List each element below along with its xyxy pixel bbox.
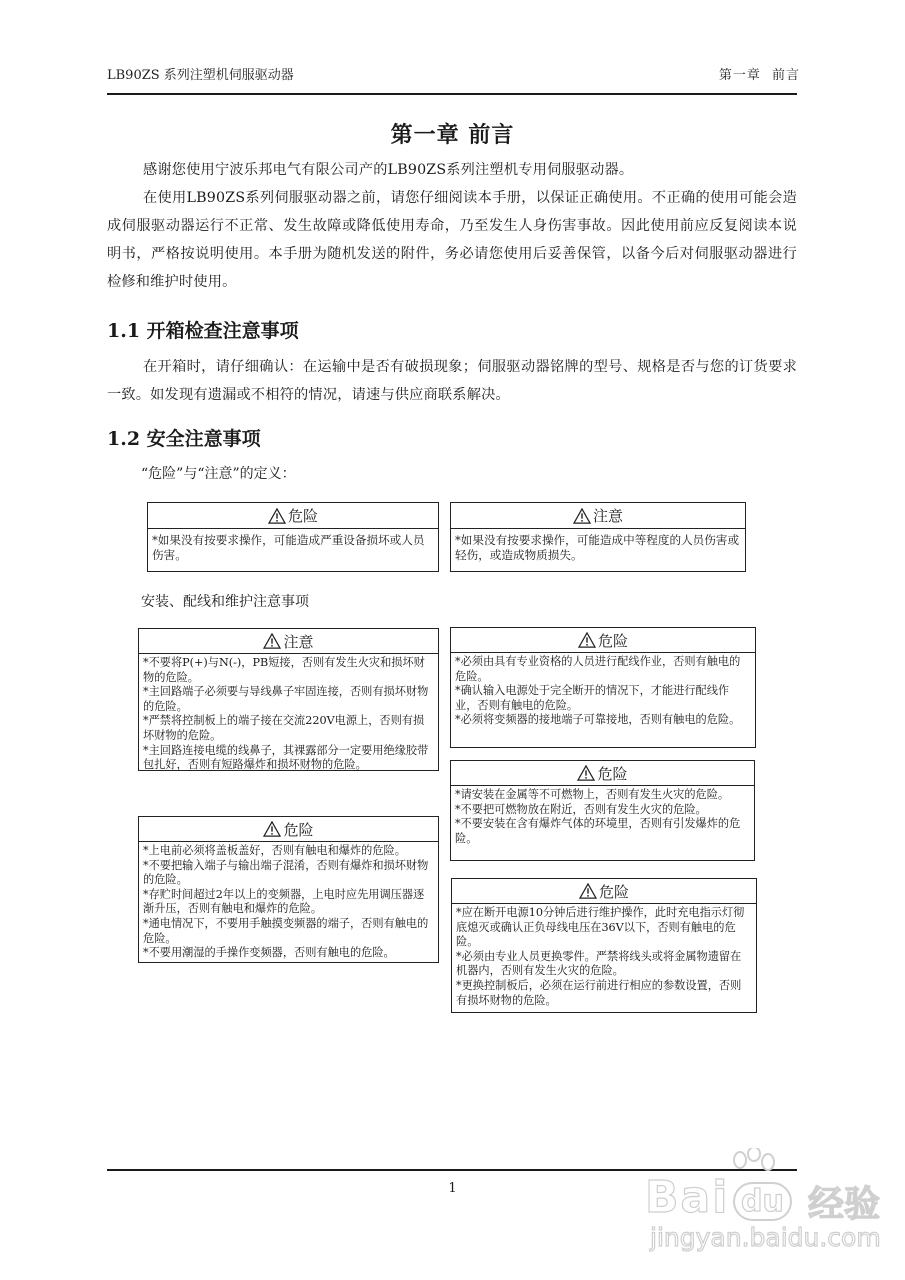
warning-triangle-icon (573, 508, 591, 524)
danger-item: *不要把可燃物放在附近，否则有发生火灾的危险。 (455, 802, 707, 816)
definition-box-danger (147, 502, 439, 572)
definition-item: *如果没有按要求操作，可能造成严重设备损坏或人员伤害。 (152, 533, 425, 562)
danger-box-header (139, 817, 438, 842)
danger-box-title: 危险 (597, 764, 628, 783)
danger-box-title: 危险 (283, 820, 314, 839)
danger-item: *不要用潮湿的手操作变频器，否则有触电的危险。 (143, 946, 395, 960)
danger-item: *不要安装在含有爆炸气体的环境里，否则有引发爆炸的危险。 (455, 817, 741, 845)
caution-item: *不要将P(+)与N(-)，PB短接，否则有发生火灾和损坏财物的危险。 (143, 656, 425, 684)
watermark-url: jingyan.baidu.com (650, 1223, 881, 1252)
definition-box-header (148, 503, 438, 529)
danger-item: *更换控制板后，必须在运行前进行相应的参数设置，否则有损坏财物的危险。 (456, 978, 742, 1007)
header-rule (107, 93, 797, 95)
danger-item: *必须由具有专业资格的人员进行配线作业，否则有触电的危险。 (455, 655, 741, 683)
warning-triangle-icon (263, 633, 281, 649)
watermark-cn: 经验 (808, 1184, 881, 1225)
danger-item: *确认输入电源处于完全断开的情况下，才能进行配线作业，否则有触电的危险。 (455, 684, 730, 712)
danger-item: *必须由专业人员更换零件。严禁将线头或将金属物遗留在机器内，否则有发生火灾的危险。 (456, 949, 742, 978)
danger-item: *必须将变频器的接地端子可靠接地，否则有触电的危险。 (455, 713, 741, 727)
page-number: 1 (448, 1181, 457, 1196)
definition-label: “危险”与“注意”的定义： (141, 466, 296, 482)
danger-item: *存贮时间超过2年以上的变频器，上电时应先用调压器逐渐升压，否则有触电和爆炸的危险。 (143, 887, 425, 916)
install-label: 安装、配线和维护注意事项 (141, 594, 309, 610)
baidu-jingyan-watermark (630, 1148, 890, 1258)
warning-triangle-icon (268, 508, 286, 524)
danger-item: *不要把输入端子与输出端子混淆，否则有爆炸和损坏财物的危险。 (143, 858, 429, 887)
danger-box-title: 危险 (597, 631, 628, 650)
warning-triangle-icon (263, 821, 281, 837)
danger-box-maintenance (451, 878, 757, 1013)
danger-item: *请安装在金属等不可燃物上，否则有发生火灾的危险。 (455, 788, 730, 801)
danger-box-wiring (450, 627, 756, 748)
definition-box-title: 危险 (287, 507, 318, 525)
running-header-chapter: 第一章 前言 (718, 68, 800, 83)
warning-triangle-icon (579, 883, 597, 899)
intro-paragraph-2: 在使用LB90ZS系列伺服驱动器之前，请您仔细阅读本手册，以保证正确使用。不正确的使用可能会造成伺服驱动器运行不正常、发生故障或降低使用寿命，乃至发生人身伤害事故。因此使用前应反复阅读本说明书，严格按说明使用。本手册为随机发送的附件，务必请您使用后妥善保管，以备今后对伺服驱动器进行检修和维护时使用。 (107, 190, 797, 290)
section-1-2-title: 1.2 安全注意事项 (107, 428, 261, 450)
danger-box-header (451, 761, 754, 786)
caution-item: *主回路端子必须要与导线鼻子牢固连接，否则有损坏财物的危险。 (143, 685, 429, 713)
caution-box-wiring (138, 628, 439, 771)
definition-item: *如果没有按要求操作，可能造成中等程度的人员伤害或轻伤，或造成物质损失。 (455, 533, 740, 562)
intro-paragraph-1: 感谢您使用宁波乐邦电气有限公司产的LB90ZS系列注塑机专用伺服驱动器。 (143, 162, 634, 178)
chapter-title: 第一章 前言 (390, 122, 515, 148)
danger-box-power (138, 816, 439, 963)
danger-item: *通电情况下，不要用手触摸变频器的端子，否则有触电的危险。 (143, 916, 429, 945)
section-1-1-body: 在开箱时，请仔细确认：在运输中是否有破损现象；伺服驱动器铭牌的型号、规格是否与您的订货要求一致。如发现有遗漏或不相符的情况，请速与供应商联系解决。 (107, 359, 797, 403)
definition-box-title: 注意 (592, 507, 623, 525)
warning-triangle-icon (577, 765, 595, 781)
watermark-brand-du: du (733, 1182, 792, 1221)
section-1-1-title: 1.1 开箱检查注意事项 (107, 320, 299, 342)
danger-box-header (451, 628, 755, 653)
caution-box-header (139, 629, 438, 654)
definition-box-header (451, 503, 745, 529)
definition-box-caution (450, 502, 746, 572)
danger-box-header (452, 879, 756, 904)
danger-item: *上电前必须将盖板盖好，否则有触电和爆炸的危险。 (143, 844, 406, 857)
danger-item: *应在断开电源10分钟后进行维护操作，此时充电指示灯彻底熄灭或确认正负母线电压在36V以下，否则有触电的危险。 (456, 906, 745, 949)
running-header-title: LB90ZS 系列注塑机伺服驱动器 (107, 68, 294, 83)
caution-item: *主回路连接电缆的线鼻子，其裸露部分一定要用绝缘胶带包扎好，否则有短路爆炸和损坏财物的危险。 (143, 743, 429, 772)
danger-box-installation (450, 760, 755, 861)
caution-item: *严禁将控制板上的端子接在交流220V电源上，否则有损坏财物的危险。 (143, 714, 425, 742)
danger-box-title: 危险 (598, 882, 629, 901)
caution-box-title: 注意 (283, 632, 314, 651)
warning-triangle-icon (578, 632, 596, 648)
watermark-brand: Bai (645, 1172, 730, 1223)
